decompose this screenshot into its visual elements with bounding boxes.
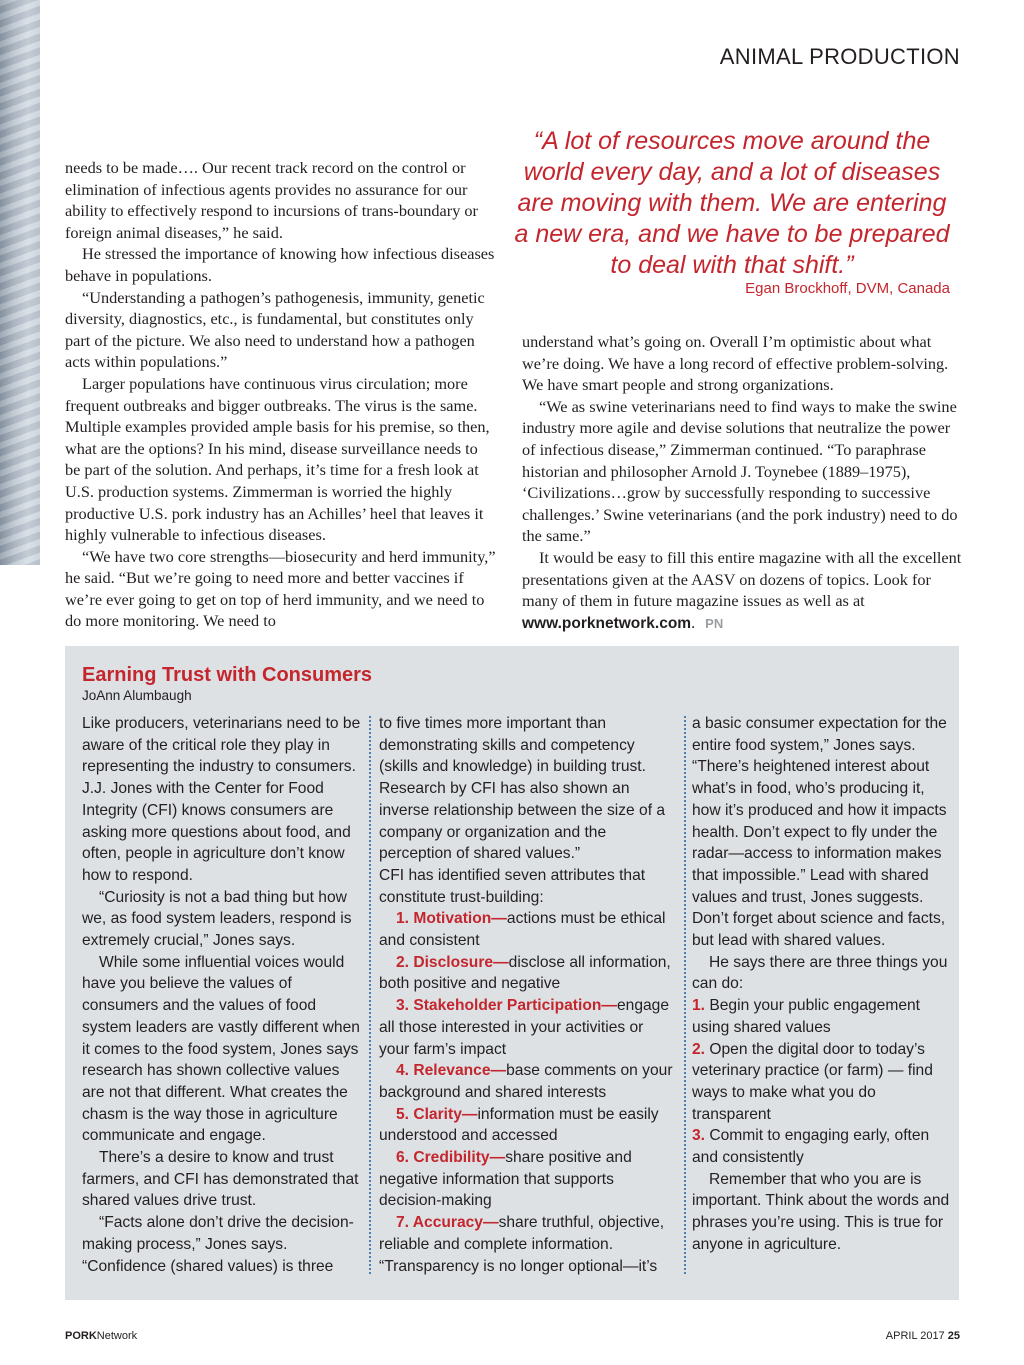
sidebar-box [65, 646, 959, 1300]
page-number: 25 [947, 1330, 960, 1342]
step-text: Commit to engaging early, often and consistently [692, 1127, 930, 1167]
pull-quote: “A lot of resources move around the world every day, and a lot of diseases are moving with them. We are entering a new era, and we have to be prepared to deal with that shift.” [514, 127, 950, 279]
sidebar-paragraph: Like producers, veterinarians need to be aware of the critical role they play in representing the industry to consumers. J.J. Jones with the Center for Food Integrity (CFI) knows consumers are asking more questions about food, and often, people in agriculture don’t know how to respond. [82, 715, 361, 884]
column-divider [684, 716, 686, 1274]
attribute-item [379, 1147, 674, 1212]
article-paragraph: understand what’s going on. Overall I’m optimistic about what we’re doing. We have a long record of effective problem-solving. We have smart people and strong organizations. [522, 332, 949, 395]
step-item [692, 1039, 954, 1126]
attribute-label: 7. Accuracy— [396, 1214, 499, 1232]
footer-brand [65, 1330, 137, 1342]
attribute-label: 6. Credibility— [396, 1149, 506, 1167]
article-paragraph: “We as swine veterinarians need to find ways to make the swine industry more agile and devise solutions that neutralize the power of infectious disease,” Zimmerman continued. “To paraphrase historian and philosopher Arnold J. Toynebee (1889–1975), ‘Civilizations…grow by successfully responding to successive challenges.’ Swine veterinarians (and the pork industry) need to do the same.” [522, 396, 958, 546]
step-text: Open the digital door to today’s veterinary practice (or farm) — find ways to make what you do transparent [692, 1040, 933, 1123]
column-divider [369, 716, 371, 1274]
step-number: 3. [692, 1127, 706, 1145]
sidebar-column-1 [82, 713, 364, 1277]
website-link[interactable]: www.porknetwork.com [522, 614, 692, 632]
article-column-right [522, 331, 962, 634]
footer-brand-rest: Network [96, 1330, 138, 1342]
pull-quote-attribution: Egan Brockhoff, DVM, Canada [745, 280, 950, 297]
end-mark: PN [705, 615, 724, 631]
sidebar-column-2 [379, 713, 674, 1277]
step-text: Begin your public engagement using shared values [692, 997, 921, 1036]
attribute-text: base comments on your background and shared interests [379, 1062, 673, 1101]
attribute-text: disclose all information, both positive and negative [379, 953, 671, 993]
attribute-label: 5. Clarity— [396, 1105, 478, 1123]
footer-issue [886, 1330, 960, 1342]
sidebar-column-3 [692, 713, 954, 1256]
sidebar-paragraph: a basic consumer expectation for the entire food system,” Jones says. “There’s heightened interest about what’s in food, who’s producing it, how it’s produced and how it impacts health. Don’t expect to fly under the radar—access to information makes that impossible.” Lead with shared values and trust, Jones suggests. Don’t forget about science and facts, but lead with shared values. [692, 715, 947, 950]
step-number: 1. [692, 997, 706, 1015]
step-item [692, 1125, 954, 1168]
article-paragraph: “We have two core strengths—biosecurity and herd immunity,” he said. “But we’re going to need more and better vaccines if we’re ever going to get on top of herd immunity, and we need to do more monitoring. We need to [65, 546, 496, 631]
attribute-label: 3. Stakeholder Participation— [396, 997, 617, 1015]
attribute-text: actions must be ethical and consistent [379, 910, 666, 950]
attribute-item [379, 908, 674, 951]
sidebar-title: Earning Trust with Consumers [82, 664, 373, 686]
attribute-item [379, 1104, 674, 1147]
sidebar-author: JoAnn Alumbaugh [82, 688, 192, 703]
attribute-label: 1. Motivation— [396, 910, 507, 928]
sidebar-paragraph: There’s a desire to know and trust farmers, and CFI has demonstrated that shared values drive trust. [82, 1149, 359, 1210]
attribute-text: information must be easily understood and accessed [379, 1105, 659, 1145]
article-paragraph: He stressed the importance of knowing how infectious diseases behave in populations. [65, 244, 495, 285]
sidebar-paragraph: Remember that who you are is important. Think about the words and phrases you’re using. This is true for anyone in agriculture. [692, 1170, 950, 1253]
sidebar-paragraph: “Facts alone don’t drive the decision-making process,” Jones says. “Confidence (shared values) is three [82, 1214, 354, 1275]
attribute-text: share truthful, objective, reliable and complete information. [379, 1214, 665, 1253]
article-paragraph: “Understanding a pathogen’s pathogenesis, immunity, genetic diversity, diagnostics, etc., is fundamental, but constitutes only part of the picture. We also need to understand how a pathogen acts within populations.” [65, 287, 485, 372]
attribute-text: engage all those interested in your activities or your farm’s impact [379, 997, 670, 1058]
sidebar-paragraph: While some influential voices would have you believe the values of consumers and the values of food system leaders are vastly different when it comes to the food system, Jones says research has shown collective values are not that different. What creates the chasm is the way those in agriculture communicate and engage. [82, 953, 360, 1145]
sidebar-paragraph: to five times more important than demonstrating skills and competency (skills and knowledge) in building trust. Research by CFI has also shown an inverse relationship between the size of a company or organization and the perception of shared values.” [379, 715, 666, 863]
attribute-label: 4. Relevance— [396, 1062, 507, 1080]
attribute-item [379, 952, 674, 995]
step-number: 2. [692, 1040, 706, 1058]
article-paragraph: needs to be made…. Our recent track record on the control or elimination of infectious agents provides no assurance for our ability to effectively respond to incursions of trans-boundary or foreign animal diseases,” he said. [65, 158, 478, 242]
attribute-item [379, 1060, 674, 1103]
attribute-label: 2. Disclosure— [396, 953, 509, 971]
sidebar-paragraph: “Transparency is no longer optional—it’s [379, 1257, 658, 1275]
sidebar-paragraph: “Curiosity is not a bad thing but how we, as food system leaders, respond is extremely crucial,” Jones says. [82, 888, 352, 950]
footer-issue-date: APRIL 2017 [885, 1330, 945, 1342]
attribute-text: share positive and negative information that supports decision-making [379, 1149, 632, 1210]
attribute-item [379, 1212, 674, 1255]
step-item [692, 995, 954, 1038]
article-column-left [65, 157, 497, 632]
footer-brand-bold: PORK [65, 1330, 97, 1342]
article-paragraph-text: It would be easy to fill this entire magazine with all the excellent presentations given at the AASV on dozens of topics. Look for many of them in future magazine issues as well as at [522, 547, 962, 611]
attribute-item [379, 995, 674, 1060]
website-punctuation: . [691, 612, 696, 632]
cover-photo-edge [0, 0, 40, 565]
sidebar-paragraph: He says there are three things you can do: [692, 953, 948, 993]
article-paragraph [522, 547, 962, 634]
article-paragraph: Larger populations have continuous virus circulation; more frequent outbreaks and bigger outbreaks. The virus is the same. Multiple examples provided ample basis for his premise, so then, what are the options? In his mind, disease surveillance needs to be part of the solution. And perhaps, it’s time for a fresh look at U.S. production systems. Zimmerman is worried the highly productive U.S. pork industry has an Achilles’ heel that leaves it highly vulnerable to infectious diseases. [65, 373, 490, 545]
section-header: ANIMAL PRODUCTION [719, 44, 960, 69]
sidebar-paragraph: CFI has identified seven attributes that constitute trust-building: [379, 866, 646, 906]
